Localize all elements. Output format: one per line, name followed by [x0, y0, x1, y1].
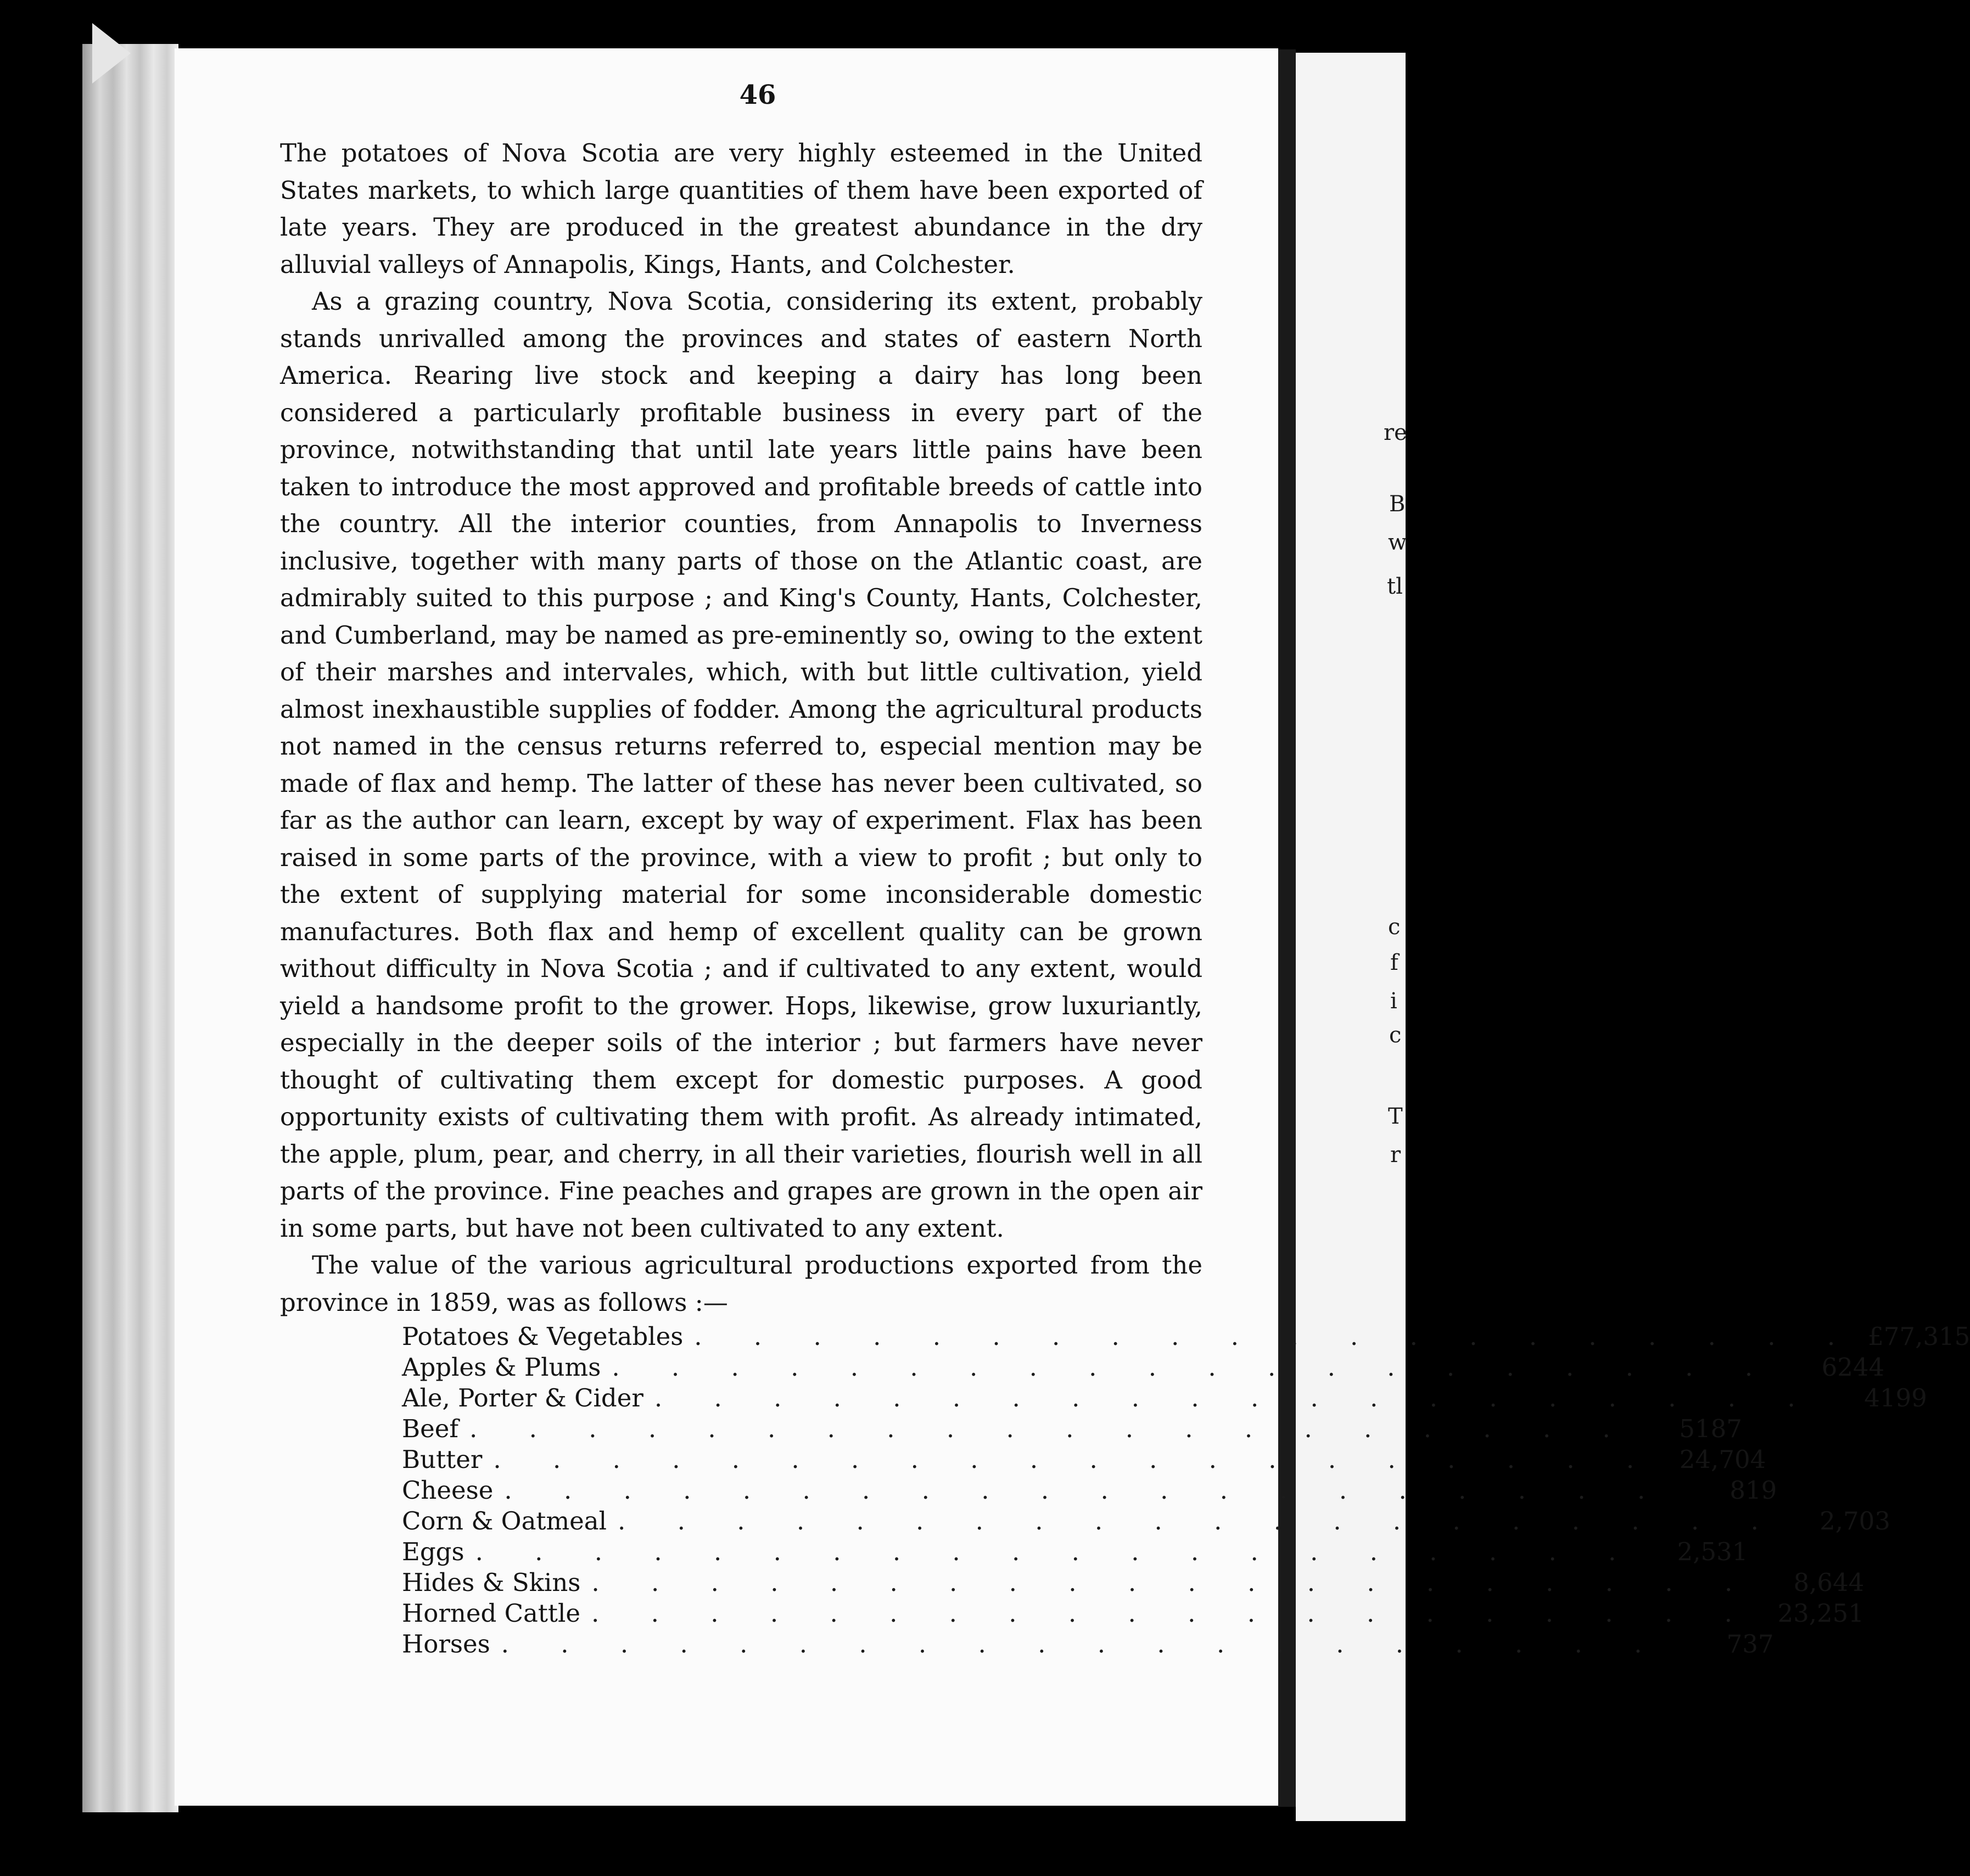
dot-leader: . . . . . . . . . . . . . . . . . . . .: [591, 1568, 1755, 1597]
table-row: [402, 1322, 1970, 1353]
dot-leader: . . . . . . . . . . . . . . . . . . . .: [493, 1445, 1656, 1474]
table-row: [402, 1568, 1865, 1599]
facing-page-fragment: r: [1390, 1142, 1401, 1168]
dot-leader: . . . . . . . . . . . . . . . . . . . .: [501, 1629, 1664, 1659]
dot-leader: . . . . . . . . . . . . . . . . . . . .: [475, 1537, 1638, 1566]
exports-table: [402, 1322, 1970, 1660]
facing-page-fragment: w: [1388, 530, 1407, 555]
export-value: 2,703: [1820, 1506, 1890, 1536]
facing-page-fragment: c: [1389, 1023, 1402, 1048]
table-row: [402, 1445, 1766, 1476]
export-value: 4199: [1864, 1383, 1927, 1412]
table-row: [402, 1476, 1777, 1506]
page-corner-curl: [92, 23, 131, 83]
facing-page-fragment: T: [1388, 1104, 1403, 1129]
facing-page-fragment: tl: [1387, 574, 1403, 599]
dot-leader: . . . . . . . . . . . . . . . . . . . .: [591, 1599, 1754, 1628]
page-edge-stack: [82, 44, 178, 1812]
paragraph-grazing: As a grazing country, Nova Scotia, considering its extent, probably stands unrivalled among the provinces and states of eastern North America. Rearing live stock and keeping a dairy has long been considered a particularly profitable business in every part of the province, notwithstanding that until late years little pains have been taken to introduce the most approved and profitable breeds of cattle into the country. All the interior counties, from Annapolis to Inverness inclusive, together with many parts of those on the Atlantic coast, are admirably suited to this purpose ; and King's County, Hants, Colchester, and Cumberland, may be named as pre-eminently so, owing to the extent of their marshes and intervales, which, with but little cultivation, yield almost inexhaustible supplies of fodder. Among the agricultural products not named in the census returns referred to, especial mention may be made of flax and hemp. The latter of these has never been cultivated, so far as the author can learn, except by way of experiment. Flax has been raised in some parts of the province, with a view to profit ; but only to the extent of supplying material for some inconsiderable domestic manufactures. Both flax and hemp of excellent quality can be grown without difficulty in Nova Scotia ; and if cultivated to any extent, would yield a handsome profit to the grower. Hops, likewise, grow luxuriantly, especially in the deeper soils of the interior ; but farmers have never thought of cultivating them except for domestic purposes. A good opportunity exists of cultivating them with profit. As already intimated, the apple, plum, pear, and cherry, in all their varieties, flourish well in all parts of the province. Fine peaches and grapes are grown in the open air in some parts, but have not been cultivated to any extent.: [280, 287, 1202, 1243]
facing-page-fragment: B: [1389, 492, 1406, 517]
table-row: [402, 1537, 1748, 1568]
dot-leader: . . . . . . . . . . . . . . . . . . . .: [469, 1414, 1632, 1443]
facing-page-fragment: c: [1388, 914, 1401, 940]
table-row: [402, 1629, 1774, 1660]
export-item: Hides & Skins: [402, 1568, 581, 1597]
table-row: [402, 1599, 1864, 1629]
table-row: [402, 1414, 1742, 1445]
paragraph-exports-intro: The value of the various agricultural productions exported from the province in 1859, was as follows :—: [280, 1250, 1202, 1317]
dot-leader: . . . . . . . . . . . . . . . . . . . .: [504, 1476, 1667, 1505]
dot-leader: . . . . . . . . . . . . . . . . . . . .: [618, 1506, 1781, 1536]
paragraph-potatoes: The potatoes of Nova Scotia are very highly esteemed in the United States markets, to which large quantities of them have been exported of late years. They are produced in the greatest abundance in the dry alluvial valleys of Annapolis, Kings, Hants, and Colchester.: [280, 138, 1202, 279]
dot-leader: . . . . . . . . . . . . . . . . . . . .: [654, 1383, 1817, 1412]
export-item: Beef: [402, 1414, 458, 1443]
export-value: £77,315: [1868, 1322, 1970, 1351]
export-item: Butter: [402, 1445, 483, 1474]
export-value: 5187: [1679, 1414, 1742, 1443]
export-value: 8,644: [1793, 1568, 1865, 1597]
dot-leader: . . . . . . . . . . . . . . . . . . . .: [694, 1322, 1857, 1351]
export-value: 737: [1726, 1629, 1774, 1659]
table-row: [402, 1506, 1890, 1537]
export-value: 23,251: [1777, 1599, 1864, 1628]
facing-page-fragment: i: [1390, 989, 1397, 1014]
dot-leader: . . . . . . . . . . . . . . . . . . . .: [612, 1353, 1775, 1382]
facing-page-fragment: re: [1384, 420, 1407, 445]
export-item: Horned Cattle: [402, 1599, 581, 1628]
export-item: Horses: [402, 1629, 490, 1659]
export-item: Eggs: [402, 1537, 464, 1566]
export-value: 819: [1730, 1476, 1777, 1505]
export-item: Corn & Oatmeal: [402, 1506, 607, 1536]
export-item: Cheese: [402, 1476, 494, 1505]
export-value: 2,531: [1677, 1537, 1748, 1566]
export-item: Ale, Porter & Cider: [402, 1383, 643, 1412]
page-number: 46: [739, 80, 776, 110]
export-value: 6244: [1821, 1353, 1885, 1382]
export-item: Apples & Plums: [402, 1353, 601, 1382]
facing-page-fragment: f: [1390, 950, 1398, 975]
export-item: Potatoes & Vegetables: [402, 1322, 684, 1351]
page-content: [280, 80, 1970, 1660]
table-row: [402, 1353, 1885, 1383]
table-row: [402, 1383, 1927, 1414]
export-value: 24,704: [1679, 1445, 1766, 1474]
